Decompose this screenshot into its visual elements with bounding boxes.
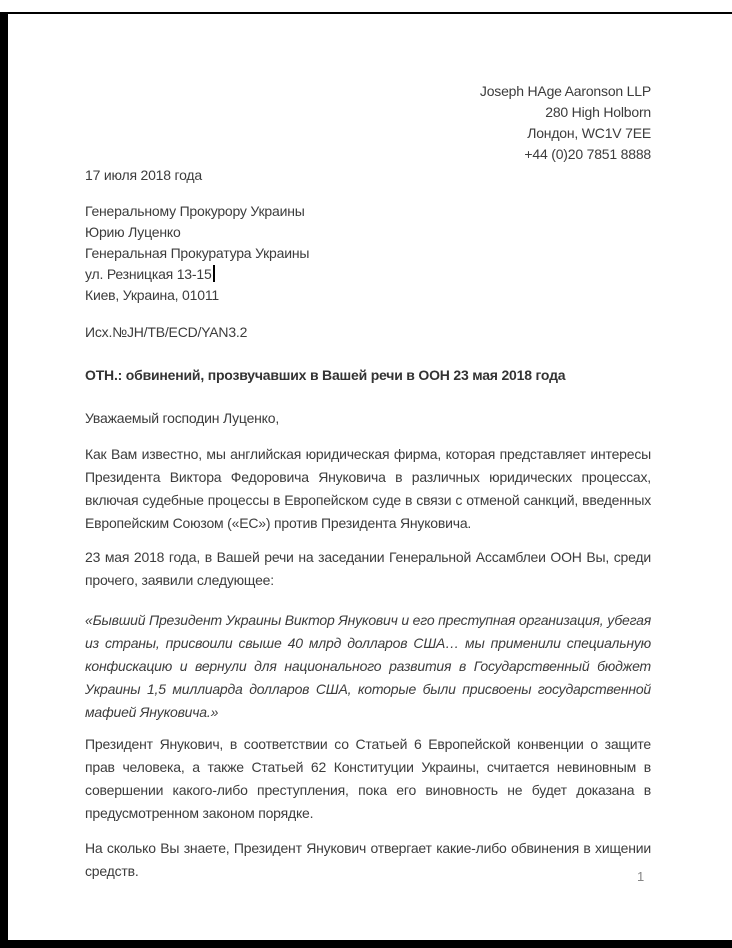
- page-frame-bottom-edge: [0, 940, 732, 948]
- recipient-street: [85, 264, 651, 285]
- recipient-org: Генеральная Прокуратура Украины: [85, 245, 310, 261]
- letter-body-editable-area[interactable]: [85, 0, 651, 883]
- subject-line: ОТН.: обвинений, прозвучавших в Вашей речи в ООН 23 мая 2018 года: [85, 367, 566, 383]
- page-frame-left-edge: [0, 12, 8, 948]
- recipient-name: Юрию Луценко: [85, 224, 181, 240]
- paragraph-presumption-of-innocence: Президент Янукович, в соответствии со Статьей 6 Европейской конвенции о защите прав человека, а также Статьей 62 Конституции Украины, считается невиновным в совершении какого-либо преступления, пока его виновность не будет доказана в предусмотренном законом порядке.: [85, 736, 651, 821]
- paragraph-speech-context: 23 мая 2018 года, в Вашей речи на заседании Генеральной Ассамблеи ООН Вы, среди прочего, заявили следующее:: [85, 549, 651, 588]
- letter-date: 17 июля 2018 года: [85, 167, 202, 183]
- recipient-street-text: ул. Резницкая 13-15: [85, 266, 212, 282]
- paragraph-denial: На сколько Вы знаете, Президент Янукович отвергает какие-либо обвинения в хищении средств.: [85, 840, 651, 879]
- paragraph-quote: «Бывший Президент Украины Виктор Янукович и его преступная организация, убегая из страны, присвоили свыше 40 млрд долларов США… мы применили специальную конфискацию и вернули для национального развития в Государственный бюджет Украины 1,5 миллиарда долларов США, которые были присвоены государственной мафией Януковича.»: [85, 612, 651, 720]
- paragraph-introduction: Как Вам известно, мы английская юридическая фирма, которая представляет интересы Президента Виктора Федоровича Януковича в различных юридических процессах, включая судебные процессы в Европейском суде в связи с отменой санкций, введенных Европейским Союзом («ЕС») против Президента Януковича.: [85, 446, 651, 531]
- sender-city: Лондон, WC1V 7EE: [527, 125, 651, 141]
- recipient-address-block: [85, 201, 651, 306]
- recipient-title: Генеральному Прокурору Украины: [85, 203, 305, 219]
- salutation: Уважаемый господин Луценко,: [85, 410, 280, 426]
- recipient-city: Киев, Украина, 01011: [85, 287, 219, 303]
- text-cursor: [213, 265, 215, 282]
- reference-number: Исх.№JH/TB/ECD/YAN3.2: [85, 324, 248, 340]
- sender-phone: +44 (0)20 7851 8888: [524, 146, 651, 162]
- sender-address-block: [85, 81, 651, 165]
- sender-name: Joseph HAge Aaronson LLP: [479, 83, 651, 99]
- sender-street: 280 High Holborn: [545, 104, 651, 120]
- page-number: 1: [637, 869, 645, 884]
